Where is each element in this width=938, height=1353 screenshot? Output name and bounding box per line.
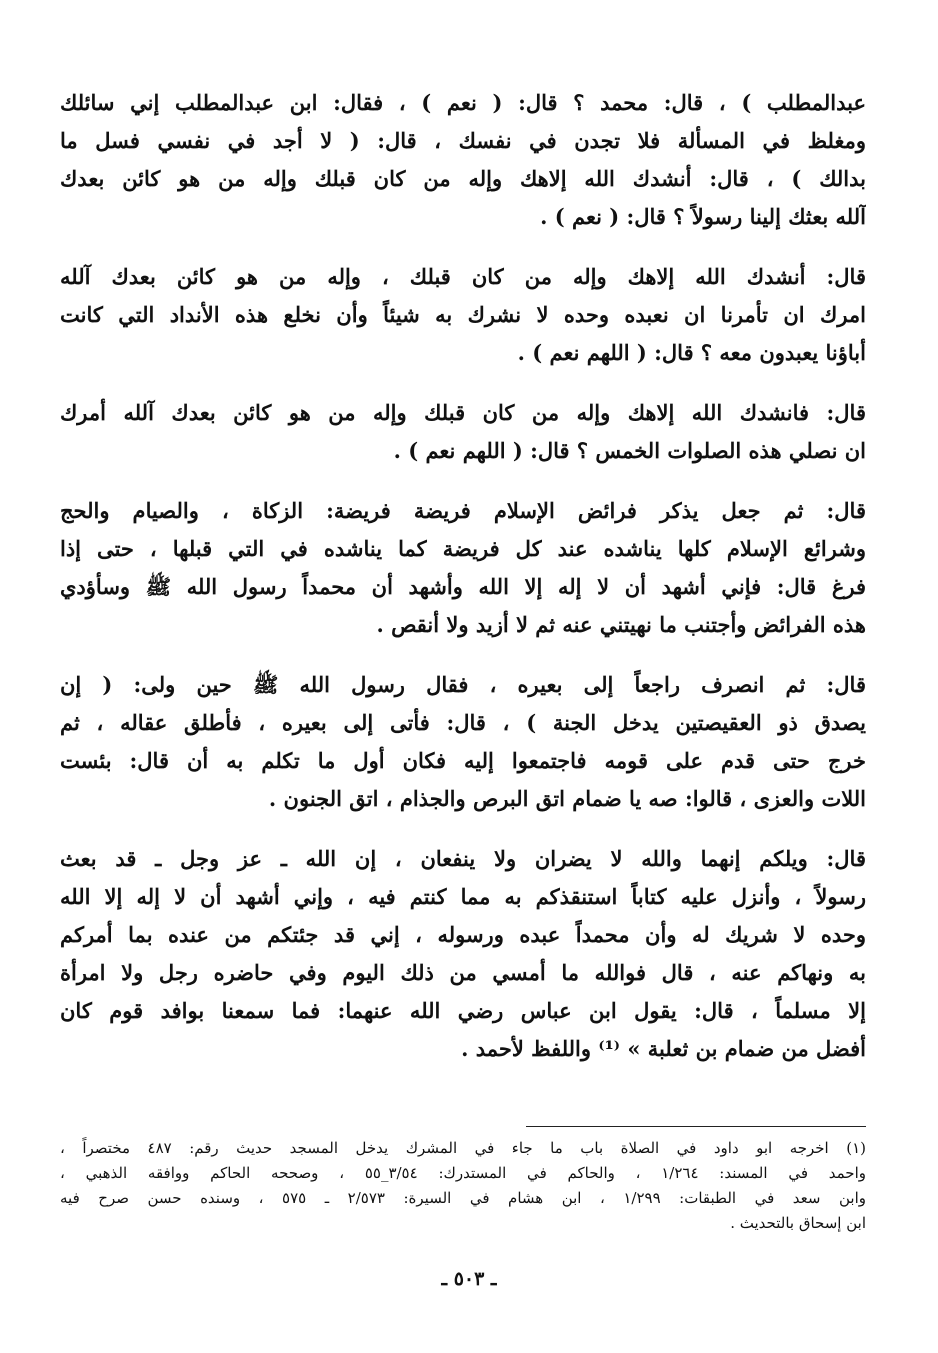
text-line: قال: فانشدك الله إلاهك وإله من كان قبلك وإله من هو كائن بعدك آلله أمرك	[60, 400, 866, 425]
footnote	[60, 1136, 866, 1236]
text-line: قال: ثم جعل يذكر فرائض الإسلام فريضة فريضة: الزكاة ، والصيام والحج	[60, 498, 866, 523]
main-text	[60, 84, 866, 1090]
paragraph	[60, 258, 866, 372]
footnote-line: وابن سعد في الطبقات: ١/٢٩٩ ، ابن هشام في السيرة: ٢/٥٧٣ ـ ٥٧٥ ، وسنده حسن صرح فيه	[60, 1189, 866, 1207]
text-line: امرك ان تأمرنا ان نعبده وحده لا نشرك به شيئاً وأن نخلع هذه الأنداد التي كانت	[60, 302, 866, 327]
text-line: بدالك ) ، قال: أنشدك الله إلاهك وإله من كان قبلك وإله من هو كائن بعدك	[60, 166, 866, 191]
footnote-line: واحمد في المسند: ١/٢٦٤ ، والحاكم في المستدرك: ٣/٥٤_٥٥ ، وصححه الحاكم ووافقه الذهبي ،	[60, 1164, 866, 1182]
paragraph	[60, 394, 866, 470]
footnote-line: (١) اخرجه ابو داود في الصلاة باب ما جاء في المشرك يدخل المسجد حديث رقم: ٤٨٧ مختصراً ،	[60, 1139, 866, 1157]
text-line: ان نصلي هذه الصلوات الخمس ؟ قال: ( اللهم نعم ) .	[393, 438, 866, 463]
text-line: أفضل من ضمام بن ثعلبة » ⁽¹⁾ واللفظ لأحمد .	[461, 1036, 866, 1061]
text-line: أباؤنا يعبدون معه ؟ قال: ( اللهم نعم ) .	[517, 340, 866, 365]
text-line: قال: أنشدك الله إلاهك وإله من كان قبلك ، وإله من هو كائن بعدك آلله	[60, 264, 866, 289]
text-line: يصدق ذو العقيصتين يدخل الجنة ) ، قال: فأتى إلى بعيره ، فأطلق عقاله ، ثم	[60, 710, 866, 735]
footnote-line: ابن إسحاق بالتحديث .	[730, 1214, 866, 1232]
text-line: خرج حتى قدم على قومه فاجتمعوا إليه فكان أول ما تكلم به أن قال: بئست	[60, 748, 866, 773]
text-line: رسولاً ، وأنزل عليه كتاباً استنقذكم به مما كنتم فيه ، وإني أشهد أن لا إله إلا الله	[60, 884, 866, 909]
paragraph	[60, 666, 866, 818]
text-line: قال: ويلكم إنهما والله لا يضران ولا ينفعان ، إن الله ـ عز وجل ـ قد بعث	[60, 846, 866, 871]
paragraph	[60, 840, 866, 1068]
text-line: فرغ قال: فإني أشهد أن لا إله إلا الله وأشهد أن محمداً رسول الله ﷺ وسأؤدي	[60, 574, 866, 599]
page-number: ـ ٥٠٣ ـ	[441, 1268, 497, 1290]
text-line: إلا مسلماً ، قال: يقول ابن عباس رضي الله عنهما: فما سمعنا بوافد قوم كان	[60, 998, 866, 1023]
text-line: وشرائع الإسلام كلها يناشده عند كل فريضة كما يناشده في التي قبلها ، حتى إذا	[60, 536, 866, 561]
text-line: ومغلظ في المسألة فلا تجدن في نفسك ، قال: ( لا أجد في نفسي فسل ما	[60, 128, 866, 153]
footnote-divider	[526, 1126, 866, 1127]
text-line: به ونهاكم عنه ، قال فوالله ما أمسي من ذلك اليوم وفي حاضره رجل ولا امرأة	[60, 960, 866, 985]
text-line: وحده لا شريك له وأن محمداً عبده ورسوله ، إني قد جئتكم من عنده بما أمركم	[60, 922, 866, 947]
text-line: هذه الفرائض وأجتنب ما نهيتني عنه ثم لا أزيد ولا أنقص .	[376, 612, 866, 637]
paragraph	[60, 84, 866, 236]
text-line: آلله بعثك إلينا رسولاً ؟ قال: ( نعم ) .	[540, 204, 866, 229]
paragraph	[60, 492, 866, 644]
text-line: قال: ثم انصرف راجعاً إلى بعيره ، فقال رسول الله ﷺ حين ولى: ( إن	[60, 672, 866, 697]
text-line: اللات والعزى ، قالوا: صه يا ضمام اتق البرص والجذام ، اتق الجنون .	[268, 786, 866, 811]
text-line: عبدالمطلب ) ، قال: محمد ؟ قال: ( نعم ) ، فقال: ابن عبدالمطلب إني سائلك	[60, 90, 866, 115]
